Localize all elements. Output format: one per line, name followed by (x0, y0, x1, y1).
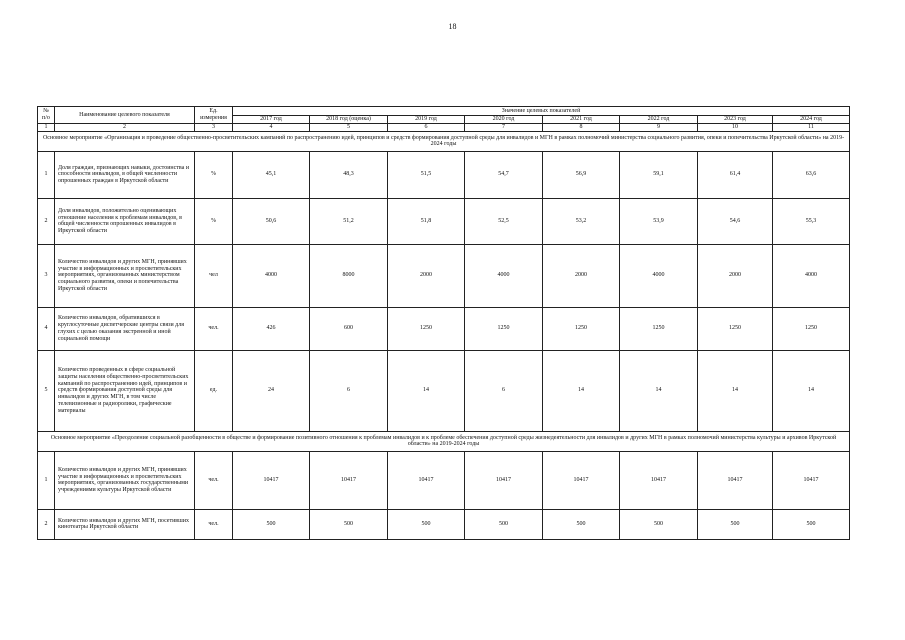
section-heading-row (38, 131, 850, 151)
row-number: 5 (38, 350, 55, 431)
row-number: 1 (38, 151, 55, 198)
value-cell: 10417 (388, 451, 465, 509)
header-year: 2017 год (233, 116, 310, 124)
column-number: 8 (543, 123, 620, 131)
column-number: 4 (233, 123, 310, 131)
value-cell: 2000 (388, 244, 465, 307)
row-number: 3 (38, 244, 55, 307)
value-cell: 500 (310, 509, 388, 539)
row-number: 2 (38, 509, 55, 539)
unit: чел. (195, 307, 233, 350)
table-row (38, 198, 850, 244)
value-cell: 10417 (543, 451, 620, 509)
column-number: 11 (773, 123, 850, 131)
unit: ед. (195, 350, 233, 431)
value-cell: 14 (543, 350, 620, 431)
value-cell: 4000 (620, 244, 698, 307)
value-cell: 1250 (620, 307, 698, 350)
header-num: № п/о (38, 107, 55, 124)
unit: % (195, 151, 233, 198)
value-cell: 56,9 (543, 151, 620, 198)
value-cell: 52,5 (465, 198, 543, 244)
indicator-name: Количество инвалидов и других МГН, принявших участие в информационных и просветительских мероприятиях, организованных министерством социального развития, опеки и попечительства Иркутской области (55, 244, 195, 307)
unit: чел. (195, 451, 233, 509)
value-cell: 2000 (543, 244, 620, 307)
value-cell: 51,8 (388, 198, 465, 244)
value-cell: 45,1 (233, 151, 310, 198)
value-cell: 14 (773, 350, 850, 431)
table-row (38, 350, 850, 431)
column-number: 5 (310, 123, 388, 131)
value-cell: 426 (233, 307, 310, 350)
value-cell: 53,9 (620, 198, 698, 244)
value-cell: 500 (698, 509, 773, 539)
value-cell: 500 (543, 509, 620, 539)
column-number: 10 (698, 123, 773, 131)
column-number: 7 (465, 123, 543, 131)
value-cell: 10417 (465, 451, 543, 509)
value-cell: 10417 (310, 451, 388, 509)
column-number: 9 (620, 123, 698, 131)
value-cell: 1250 (388, 307, 465, 350)
unit: чел (195, 244, 233, 307)
header-year: 2024 год (773, 116, 850, 124)
value-cell: 6 (310, 350, 388, 431)
table-row (38, 307, 850, 350)
column-number: 2 (55, 123, 195, 131)
value-cell: 53,2 (543, 198, 620, 244)
value-cell: 6 (465, 350, 543, 431)
column-number: 6 (388, 123, 465, 131)
value-cell: 500 (465, 509, 543, 539)
value-cell: 51,5 (388, 151, 465, 198)
header-year: 2020 год (465, 116, 543, 124)
header-unit: Ед. измерения (195, 107, 233, 124)
row-number: 2 (38, 198, 55, 244)
value-cell: 1250 (543, 307, 620, 350)
table-row (38, 151, 850, 198)
value-cell: 10417 (233, 451, 310, 509)
value-cell: 50,6 (233, 198, 310, 244)
value-cell: 51,2 (310, 198, 388, 244)
section-title: Основное мероприятие «Организация и проведение общественно-просветительских кампаний по распространению идей, принципов и средств формирования доступной среды для инвалидов и МГН в рамках полномочий министерства социального развития, опеки и попечительства Иркутской области» на 2019-2024 годы (38, 131, 850, 151)
row-number: 4 (38, 307, 55, 350)
value-cell: 500 (620, 509, 698, 539)
value-cell: 48,3 (310, 151, 388, 198)
value-cell: 59,1 (620, 151, 698, 198)
value-cell: 4000 (465, 244, 543, 307)
value-cell: 14 (698, 350, 773, 431)
value-cell: 500 (773, 509, 850, 539)
section-heading-row (38, 431, 850, 451)
value-cell: 1250 (773, 307, 850, 350)
header-year: 2023 год (698, 116, 773, 124)
value-cell: 55,3 (773, 198, 850, 244)
column-number: 3 (195, 123, 233, 131)
indicator-name: Количество инвалидов, обратившихся в круглосуточные диспетчерские центры связи для глухих с целью оказания экстренной и иной социальной помощи (55, 307, 195, 350)
value-cell: 500 (233, 509, 310, 539)
row-number: 1 (38, 451, 55, 509)
column-number: 1 (38, 123, 55, 131)
indicator-name: Количество инвалидов и других МГН, посетивших кинотеатры Иркутской области (55, 509, 195, 539)
section-title: Основное мероприятие «Преодоление социальной разобщенности в обществе и формирование позитивного отношения к проблемам инвалидов и к проблеме обеспечения доступной среды жизнедеятельности для инвалидов и других МГН в рамках полномочий министерства культуры и архивов Иркутской области» на 2019-2024 годы (38, 431, 850, 451)
value-cell: 63,6 (773, 151, 850, 198)
value-cell: 1250 (465, 307, 543, 350)
value-cell: 500 (388, 509, 465, 539)
value-cell: 600 (310, 307, 388, 350)
header-year: 2022 год (620, 116, 698, 124)
target-indicators-table (37, 106, 850, 540)
header-column-numbers (38, 123, 850, 131)
value-cell: 8000 (310, 244, 388, 307)
header-year: 2018 год (оценка) (310, 116, 388, 124)
indicator-name: Количество проведенных в сфере социальной защиты населения общественно-просветительских кампаний по распространению идей, принципов и средств формирования доступной среды для инвалидов и других МГН, в том числе телевизионные и радиоролики, графические материалы (55, 350, 195, 431)
header-row-top (38, 107, 850, 116)
header-values-group: Значение целевых показателей (233, 107, 850, 116)
table-row (38, 451, 850, 509)
value-cell: 2000 (698, 244, 773, 307)
page-number: 18 (448, 22, 457, 31)
unit: % (195, 198, 233, 244)
unit: чел. (195, 509, 233, 539)
value-cell: 14 (620, 350, 698, 431)
indicator-name: Количество инвалидов и других МГН, принявших участие в информационных и просветительских мероприятиях, организованных государственными учреждениями культуры Иркутской области (55, 451, 195, 509)
table-row (38, 244, 850, 307)
value-cell: 4000 (233, 244, 310, 307)
value-cell: 10417 (773, 451, 850, 509)
value-cell: 24 (233, 350, 310, 431)
indicator-name: Доля инвалидов, положительно оценивающих отношение населения к проблемам инвалидов, в общей численности опрошенных инвалидов в Иркутской области (55, 198, 195, 244)
header-year: 2019 год (388, 116, 465, 124)
indicator-name: Доля граждан, признающих навыки, достоинства и способности инвалидов, в общей численности опрошенных граждан в Иркутской области (55, 151, 195, 198)
table-row (38, 509, 850, 539)
value-cell: 54,6 (698, 198, 773, 244)
value-cell: 1250 (698, 307, 773, 350)
header-year: 2021 год (543, 116, 620, 124)
value-cell: 54,7 (465, 151, 543, 198)
value-cell: 10417 (698, 451, 773, 509)
value-cell: 4000 (773, 244, 850, 307)
value-cell: 10417 (620, 451, 698, 509)
value-cell: 61,4 (698, 151, 773, 198)
value-cell: 14 (388, 350, 465, 431)
header-name: Наименование целевого показателя (55, 107, 195, 124)
